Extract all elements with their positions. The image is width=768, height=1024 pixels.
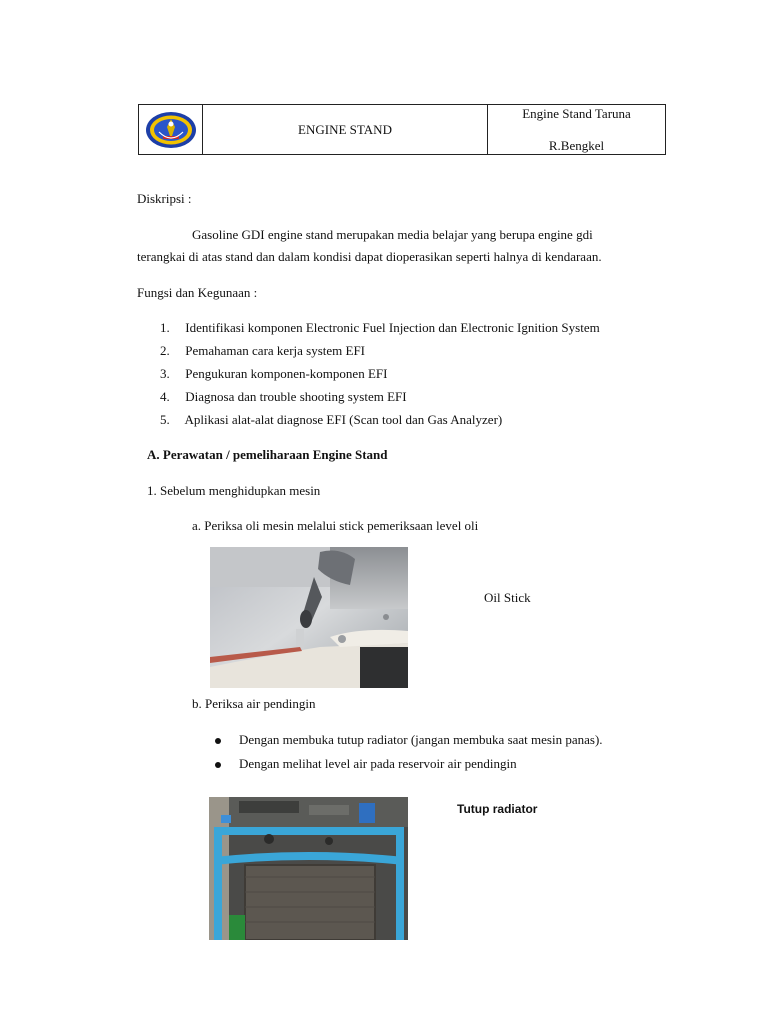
function-item-4 xyxy=(160,389,407,405)
function-item-number: 2. xyxy=(160,343,170,358)
function-item-1 xyxy=(160,320,600,336)
function-item-text: Aplikasi alat-alat diagnose EFI (Scan tool dan Gas Analyzer) xyxy=(184,412,503,427)
function-item-number: 1. xyxy=(160,320,170,335)
function-item-number: 4. xyxy=(160,389,170,404)
oil-stick-photo xyxy=(210,547,408,688)
oil-stick-caption: Oil Stick xyxy=(484,590,531,605)
section-a-title: A. Perawatan / pemeliharaan Engine Stand xyxy=(147,447,388,462)
bullet-item-1 xyxy=(215,732,603,748)
radiator-image xyxy=(209,797,408,940)
bullet-item-2 xyxy=(215,756,517,772)
description-line-1: Gasoline GDI engine stand merupakan media belajar yang berupa engine gdi xyxy=(192,227,593,242)
header-location: R.Bengkel xyxy=(548,138,605,153)
header-stand-name: Engine Stand Taruna xyxy=(522,106,631,121)
bullet-text: Dengan melihat level air pada reservoir air pendingin xyxy=(239,756,517,771)
bullet-icon xyxy=(215,738,221,744)
header-title: ENGINE STAND xyxy=(203,105,488,154)
sub-step-b: b. Periksa air pendingin xyxy=(192,696,316,711)
function-item-number: 3. xyxy=(160,366,170,381)
bullet-text: Dengan membuka tutup radiator (jangan membuka saat mesin panas). xyxy=(239,732,603,747)
function-item-5 xyxy=(160,412,502,428)
radiator-photo xyxy=(209,797,408,940)
header-info-cell xyxy=(488,105,665,154)
functions-heading: Fungsi dan Kegunaan : xyxy=(137,285,258,300)
radiator-caption: Tutup radiator xyxy=(457,802,538,816)
school-emblem-icon xyxy=(144,110,198,150)
function-item-number: 5. xyxy=(160,412,170,427)
function-item-2 xyxy=(160,343,365,359)
function-item-3 xyxy=(160,366,387,382)
function-item-text: Identifikasi komponen Electronic Fuel Injection dan Electronic Ignition System xyxy=(185,320,600,335)
sub-step-a: a. Periksa oli mesin melalui stick pemeriksaan level oli xyxy=(192,518,479,533)
oil-stick-image xyxy=(210,547,408,688)
bullet-icon xyxy=(215,762,221,768)
description-heading: Diskripsi : xyxy=(137,191,192,206)
header-table xyxy=(138,104,666,155)
description-line-2: terangkai di atas stand dan dalam kondisi dapat dioperasikan seperti halnya di kendaraan. xyxy=(137,249,602,264)
function-item-text: Diagnosa dan trouble shooting system EFI xyxy=(185,389,407,404)
header-logo-cell xyxy=(139,105,203,154)
function-item-text: Pengukuran komponen-komponen EFI xyxy=(185,366,388,381)
step-1-heading: 1. Sebelum menghidupkan mesin xyxy=(147,483,321,498)
function-item-text: Pemahaman cara kerja system EFI xyxy=(185,343,366,358)
